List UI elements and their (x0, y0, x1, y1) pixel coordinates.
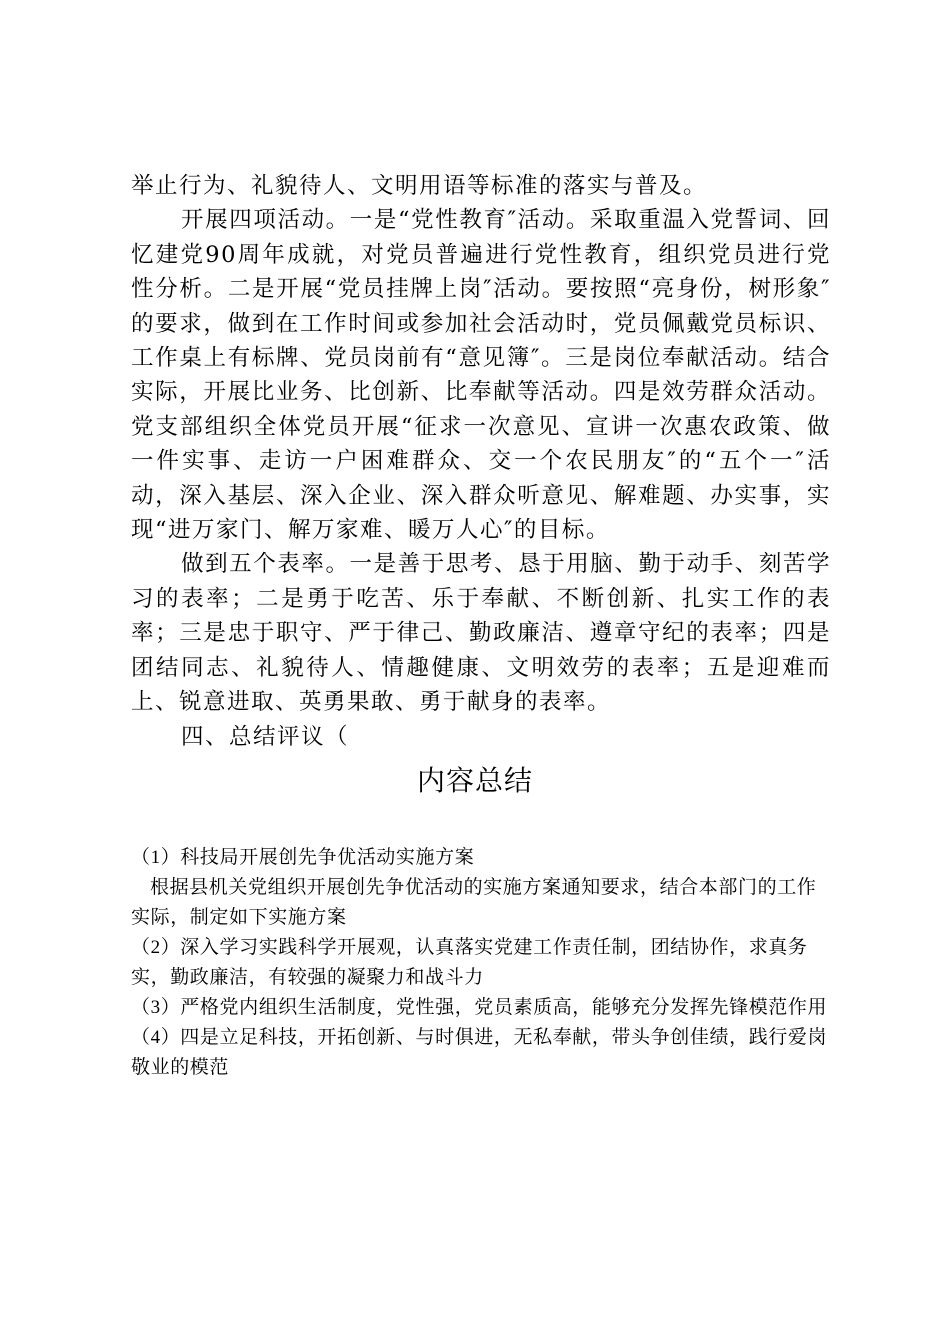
document-body (131, 169, 831, 754)
section-heading: 四、总结评议（ (181, 723, 350, 750)
summary-item: （2）深入学习实践科学开展观，认真落实党建工作责任制，团结协作，求真务实，勤政廉洁，有较强的凝聚力和战斗力 (131, 937, 808, 988)
body-paragraph: 开展四项活动。一是“党性教育″活动。采取重温入党誓词、回忆建党90周年成就，对党员普遍进行党性教育，组织党员进行党性分析。二是开展“党员挂牌上岗″活动。要按照“亮身份，树形象″的要求，做到在工作时间或参加社会活动时，党员佩戴党员标识、工作桌上有标牌、党员岗前有“意见簿″。三是岗位奉献活动。结合实际，开展比业务、比创新、比奉献等活动。四是效劳群众活动。党支部组织全体党员开展“征求一次意见、宣讲一次惠农政策、做一件实事、走访一户困难群众、交一个农民朋友″的“五个一″活动，深入基层、深入企业、深入群众听意见、解难题、办实事，实现“进万家门、解万家难、暖万人心″的目标。 (131, 207, 831, 544)
summary-item: 根据县机关党组织开展创先争优活动的实施方案通知要求，结合本部门的工作实际，制定如下实施方案 (131, 877, 817, 928)
summary-title: 内容总结 (416, 766, 533, 797)
body-paragraph: 做到五个表率。一是善于思考、恳于用脑、勤于动手、刻苦学习的表率；二是勇于吃苦、乐于奉献、不断创新、扎实工作的表率；三是忠于职守、严于律己、勤政廉洁、遵章守纪的表率；四是团结同志、礼貌待人、情趣健康、文明效劳的表率；五是迎难而上、锐意进取、英勇果敢、勇于献身的表率。 (131, 551, 831, 716)
body-paragraph: 举止行为、礼貌待人、文明用语等标准的落实与普及。 (131, 173, 708, 199)
summary-item: （3）严格党内组织生活制度，党性强，党员素质高，能够充分发挥先锋模范作用 (131, 997, 828, 1018)
summary-item: （1）科技局开展创先争优活动实施方案 (131, 847, 475, 868)
summary-list (131, 843, 831, 1083)
summary-item: （4）四是立足科技，开拓创新、与时俱进，无私奉献，带头争创佳绩，践行爱岗敬业的模范 (131, 1027, 828, 1078)
